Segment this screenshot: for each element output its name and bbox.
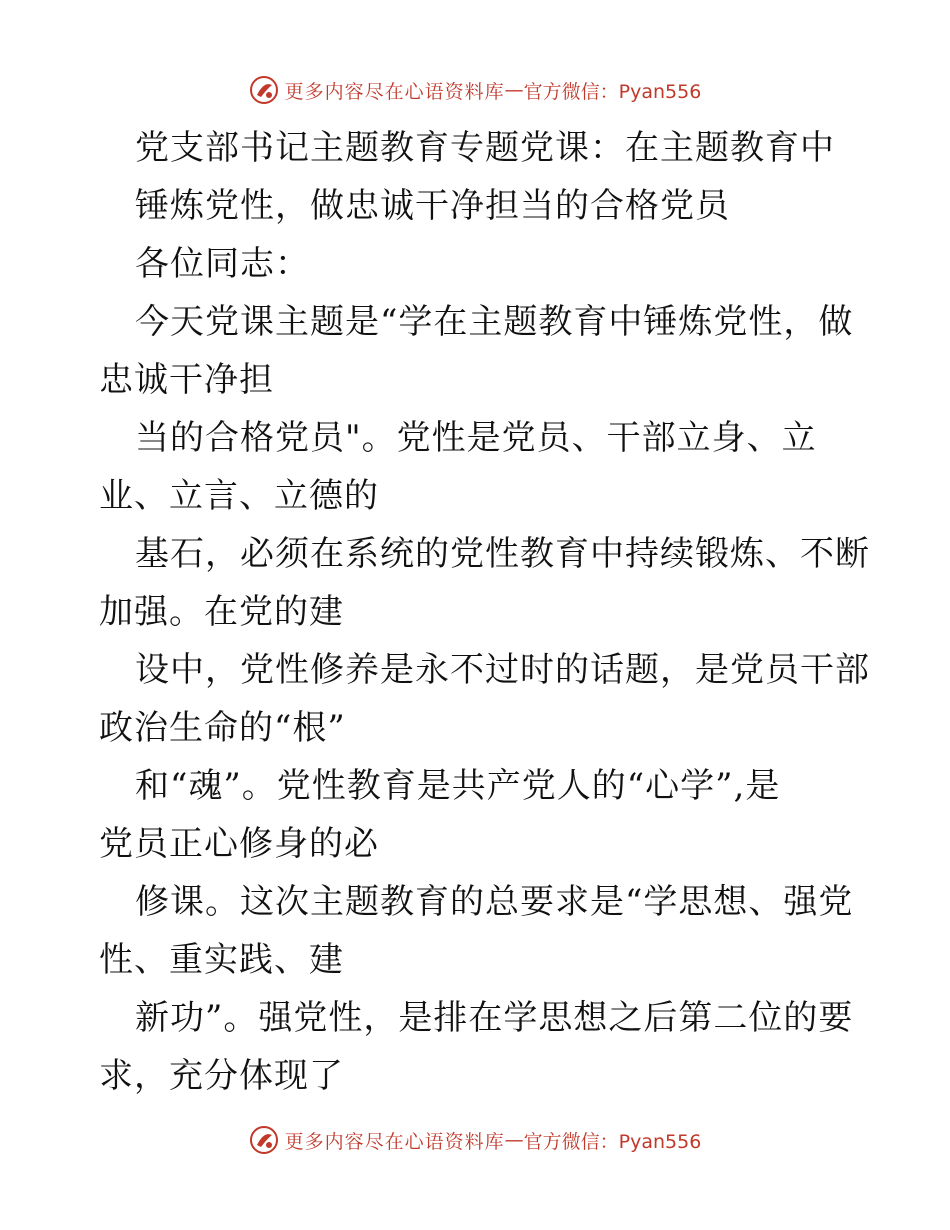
title-line: 锤炼党性，做忠诚干净担当的合格党员 [135,186,730,226]
paragraph-line: 政治生命的“根” [99,708,346,748]
paragraph-line: 求，充分体现了 [99,1056,344,1096]
banner-separator: — [504,79,524,101]
banner-text: 更多内容尽在心语资料库 [284,1130,505,1153]
paragraph-line: 各位同志： [135,244,310,284]
banner-wechat: 官方微信：Pyan556 [523,1130,702,1153]
paragraph-line: 新功”。强党性，是排在学思想之后第二位的要 [135,998,854,1038]
banner-text: 更多内容尽在心语资料库 [284,80,505,103]
title-line: 党支部书记主题教育专题党课：在主题教育中 [135,128,835,168]
paragraph-line: 基石，必须在系统的党性教育中持续锻炼、不断 [135,534,870,574]
paragraph-line: 今天党课主题是“学在主题教育中锤炼党性，做 [135,302,854,342]
paragraph-line: 和“魂”。党性教育是共产党人的“心学”,是 [135,766,781,806]
paragraph-line: 性、重实践、建 [99,940,344,980]
paragraph-line: 当的合格党员"。党性是党员、干部立身、立 [135,418,817,458]
logo-icon [249,75,279,105]
logo-icon [249,1125,279,1155]
paragraph-line: 业、立言、立德的 [99,476,379,516]
banner-wechat: 官方微信：Pyan556 [523,80,702,103]
banner-separator: — [504,1129,524,1151]
footer-banner [0,1120,950,1160]
paragraph-line: 党员正心修身的必 [99,824,379,864]
paragraph-line: 忠诚干净担 [99,360,274,400]
paragraph-line: 加强。在党的建 [99,592,344,632]
paragraph-line: 修课。这次主题教育的总要求是“学思想、强党 [135,882,854,922]
header-banner [0,70,950,110]
paragraph-line: 设中，党性修养是永不过时的话题，是党员干部 [135,650,870,690]
